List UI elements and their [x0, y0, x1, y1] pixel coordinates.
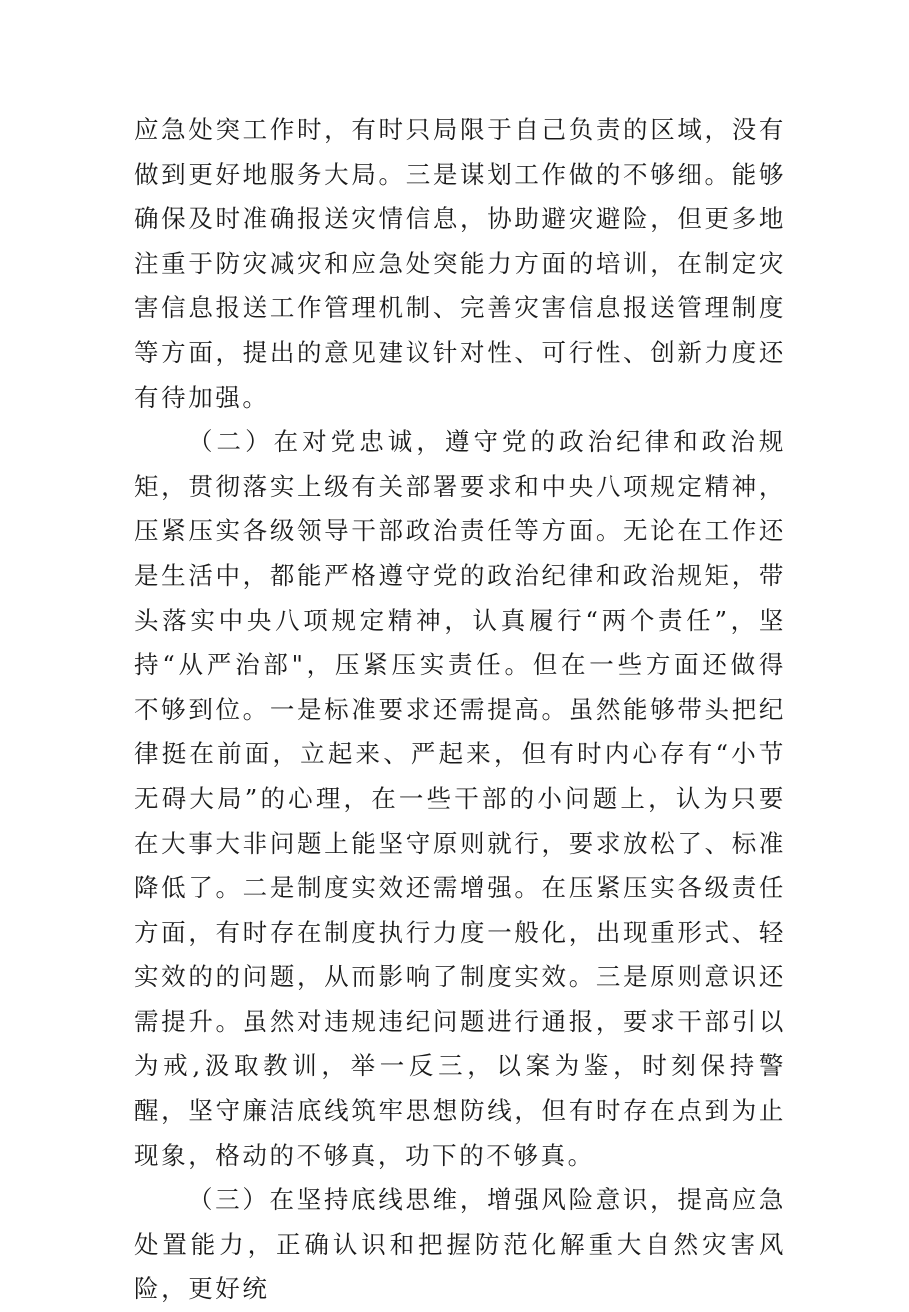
paragraph-section-two: （二）在对党忠诚，遵守党的政治纪律和政治规矩，贯彻落实上级有关部署要求和中央八项规定精神，压紧压实各级领导干部政治责任等方面。无论在工作还是生活中，都能严格遵守党的政治纪律和政治规矩，带头落实中央八项规定精神，认真履行“两个责任”，坚持“从严治部"，压紧压实责任。但在一些方面还做得不够到位。一是标准要求还需提高。虽然能够带头把纪律挺在前面，立起来、严起来，但有时内心存有“小节无碍大局”的心理，在一些干部的小问题上，认为只要在大事大非问题上能坚守原则就行，要求放松了、标准降低了。二是制度实效还需增强。在压紧压实各级责任方面，有时存在制度执行力度一般化，出现重形式、轻实效的的问题，从而影响了制度实效。三是原则意识还需提升。虽然对违规违纪问题进行通报，要求干部引以为戒,汲取教训，举一反三，以案为鉴，时刻保持警醒，坚守廉洁底线筑牢思想防线，但有时存在点到为止现象，格动的不够真，功下的不够真。 [134, 427, 786, 1170]
paragraph-continuation: 应急处突工作时，有时只局限于自己负责的区域，没有做到更好地服务大局。三是谋划工作做的不够细。能够确保及时准确报送灾情信息，协助避灾避险，但更多地注重于防灾减灾和应急处突能力方面的培训，在制定灾害信息报送工作管理机制、完善灾害信息报送管理制度等方面，提出的意见建议针对性、可行性、创新力度还有待加强。 [134, 115, 786, 412]
paragraph-section-three: （三）在坚持底线思维，增强风险意识，提高应急处置能力，正确认识和把握防范化解重大自然灾害风险，更好统 [134, 1185, 786, 1304]
document-body [134, 108, 786, 1312]
